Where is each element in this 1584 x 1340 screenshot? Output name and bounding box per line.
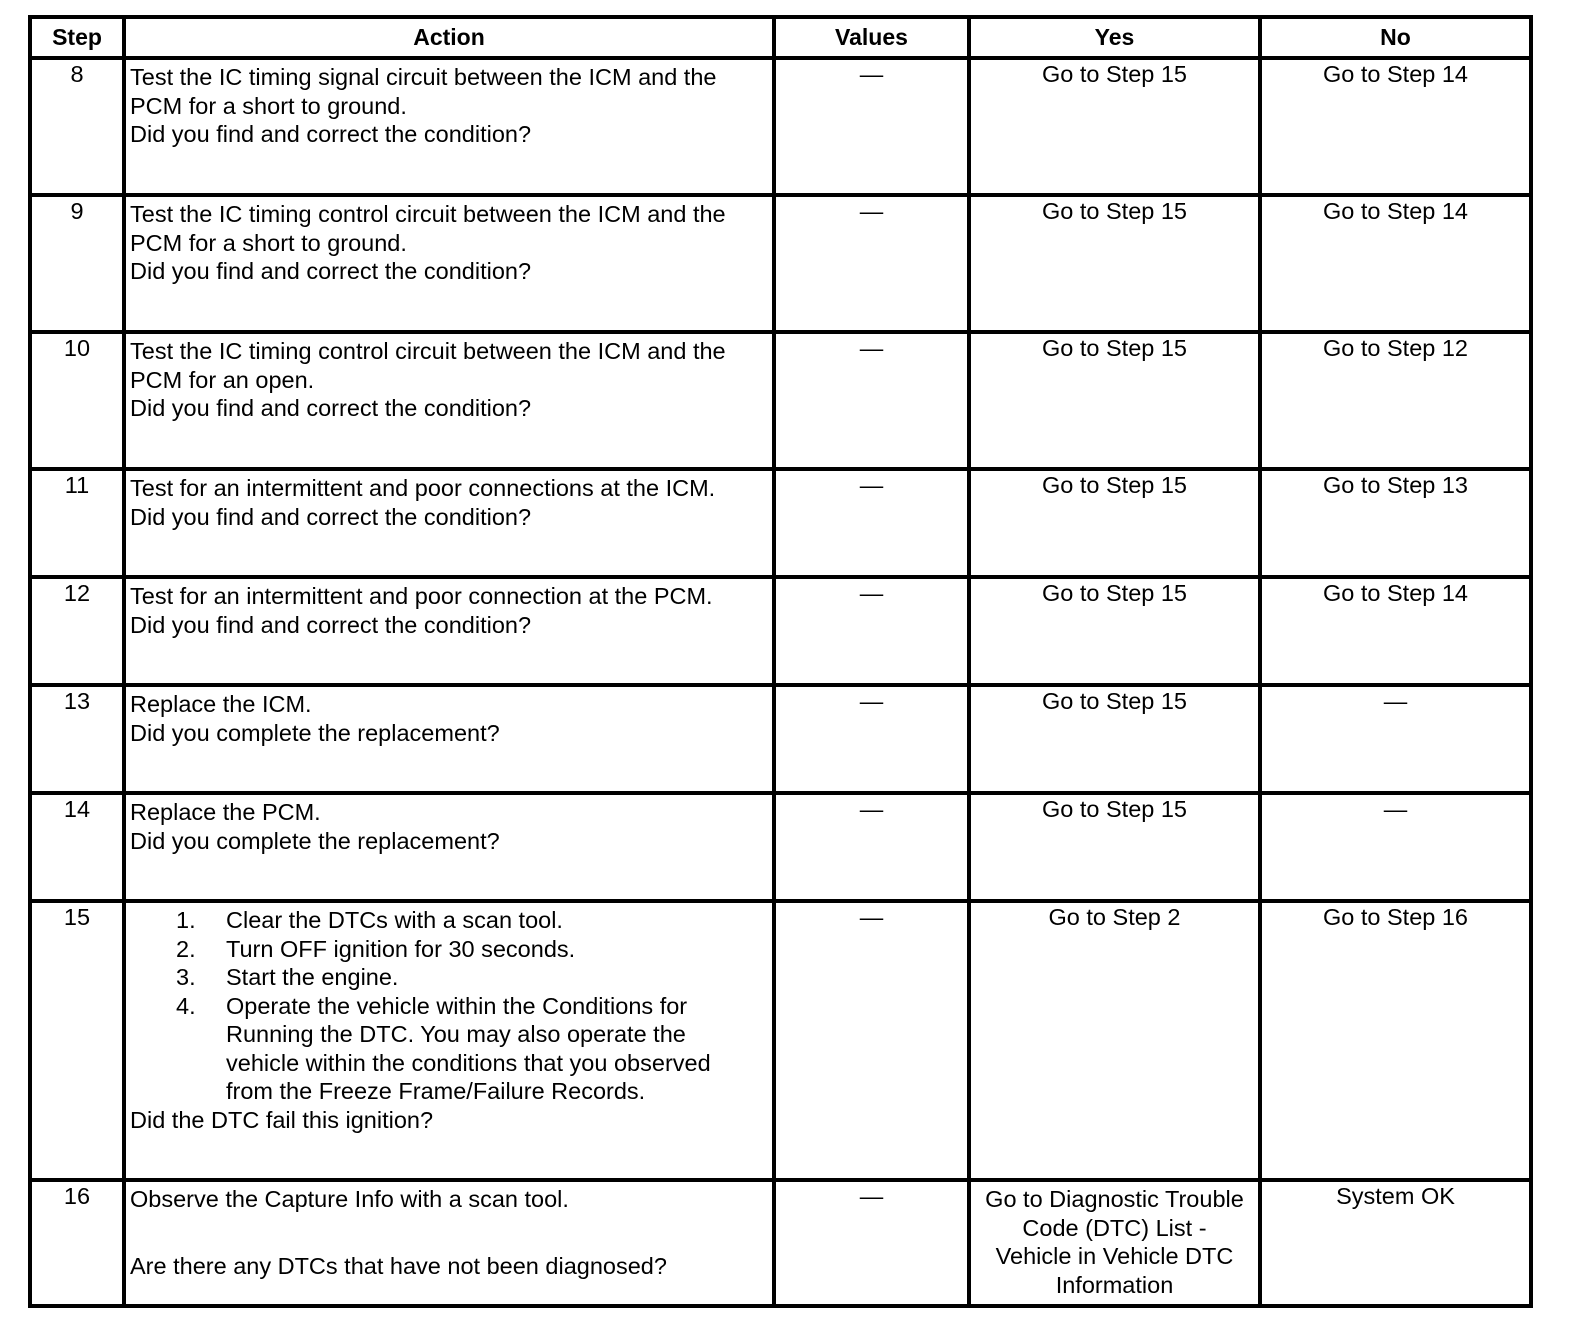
table-row — [30, 577, 1531, 685]
yes-cell — [969, 685, 1260, 793]
table-row — [30, 685, 1531, 793]
no-target: Go to Step 13 — [1322, 472, 1469, 498]
yes-target: Go to Step 15 — [1041, 472, 1188, 498]
list-item: 4. Operate the vehicle within the Conditions for Running the DTC. You may also operate the vehicle within the conditions that you observed from the Freeze Frame/Failure Records. — [176, 992, 711, 1104]
values-cell: — — [774, 685, 969, 793]
no-cell — [1260, 901, 1531, 1180]
table-row — [30, 58, 1531, 195]
action-question: Did you find and correct the condition? — [130, 121, 532, 147]
yes-target: Go to Step 15 — [1041, 61, 1188, 87]
step-number: 14 — [30, 793, 124, 901]
yes-target: Go to Step 15 — [1041, 796, 1188, 822]
action-question: Did you find and correct the condition? — [130, 611, 532, 638]
action-cell — [124, 577, 774, 685]
values-cell: — — [774, 469, 969, 577]
header-no: No — [1260, 17, 1531, 58]
values-cell: — — [774, 195, 969, 332]
no-cell — [1260, 685, 1531, 793]
action-question: Did you complete the replacement? — [130, 719, 500, 746]
no-target: Go to Step 14 — [1322, 198, 1469, 224]
action-step-list — [130, 906, 768, 1106]
action-text: Test for an intermittent and poor connection at the PCM. — [130, 583, 713, 609]
table-row — [30, 195, 1531, 332]
header-values: Values — [774, 17, 969, 58]
action-text: Test the IC timing control circuit between the ICM and the PCM for an open. — [130, 338, 726, 393]
no-target: Go to Step 12 — [1322, 335, 1469, 361]
action-cell — [124, 685, 774, 793]
header-yes: Yes — [969, 17, 1260, 58]
action-text: Replace the PCM. — [130, 799, 321, 825]
step-number: 9 — [30, 195, 124, 332]
yes-cell — [969, 58, 1260, 195]
step-number: 10 — [30, 332, 124, 469]
no-cell — [1260, 793, 1531, 901]
no-target: — — [1383, 796, 1408, 822]
action-text: Test for an intermittent and poor connections at the ICM. — [130, 475, 716, 501]
no-target: Go to Step 16 — [1322, 904, 1469, 930]
table-row — [30, 1180, 1531, 1306]
action-text: Replace the ICM. — [130, 691, 312, 717]
action-cell — [124, 195, 774, 332]
action-text: Test the IC timing signal circuit between the ICM and the PCM for a short to ground. — [130, 64, 717, 119]
no-target: Go to Step 14 — [1322, 61, 1469, 87]
yes-target: Go to Step 15 — [1041, 198, 1188, 224]
list-item: 3. Start the engine. — [176, 964, 399, 990]
values-cell: — — [774, 58, 969, 195]
yes-target: Go to Diagnostic Trouble Code (DTC) List - Vehicle in Vehicle DTC Information — [985, 1186, 1244, 1298]
action-cell — [124, 1180, 774, 1306]
no-cell — [1260, 332, 1531, 469]
action-question: Did you complete the replacement? — [130, 827, 500, 854]
yes-target: Go to Step 15 — [1041, 688, 1188, 714]
yes-cell — [969, 901, 1260, 1180]
no-cell — [1260, 58, 1531, 195]
action-cell — [124, 469, 774, 577]
step-number: 15 — [30, 901, 124, 1180]
yes-cell — [969, 469, 1260, 577]
yes-target: Go to Step 2 — [1048, 904, 1181, 930]
no-target: System OK — [1336, 1183, 1455, 1209]
action-question: Did you find and correct the condition? — [130, 395, 532, 421]
yes-cell — [969, 577, 1260, 685]
step-number: 11 — [30, 469, 124, 577]
step-number: 12 — [30, 577, 124, 685]
table-row — [30, 793, 1531, 901]
list-item: 1. Clear the DTCs with a scan tool. — [176, 907, 563, 933]
list-item: 2. Turn OFF ignition for 30 seconds. — [176, 935, 576, 962]
table-row — [30, 469, 1531, 577]
values-cell: — — [774, 901, 969, 1180]
values-cell: — — [774, 1180, 969, 1306]
values-cell: — — [774, 332, 969, 469]
no-target: — — [1383, 688, 1408, 714]
yes-cell — [969, 332, 1260, 469]
header-action: Action — [124, 17, 774, 58]
values-cell: — — [774, 577, 969, 685]
yes-cell — [969, 793, 1260, 901]
no-cell — [1260, 469, 1531, 577]
action-text: Test the IC timing control circuit between the ICM and the PCM for a short to ground. — [130, 201, 726, 256]
header-row — [30, 17, 1531, 58]
table-row — [30, 332, 1531, 469]
no-cell — [1260, 195, 1531, 332]
yes-target: Go to Step 15 — [1041, 335, 1188, 361]
yes-target: Go to Step 15 — [1041, 580, 1188, 606]
action-question: Are there any DTCs that have not been diagnosed? — [130, 1252, 667, 1279]
step-number: 8 — [30, 58, 124, 195]
action-cell — [124, 901, 774, 1180]
action-question: Did you find and correct the condition? — [130, 503, 532, 530]
no-cell — [1260, 577, 1531, 685]
yes-cell — [969, 1180, 1260, 1306]
table-row — [30, 901, 1531, 1180]
step-number: 16 — [30, 1180, 124, 1306]
action-text: Observe the Capture Info with a scan tool. — [130, 1186, 569, 1212]
yes-cell — [969, 195, 1260, 332]
diagnostic-table — [28, 15, 1533, 1308]
header-step: Step — [30, 17, 124, 58]
values-cell: — — [774, 793, 969, 901]
action-cell — [124, 58, 774, 195]
no-cell — [1260, 1180, 1531, 1306]
step-number: 13 — [30, 685, 124, 793]
no-target: Go to Step 14 — [1322, 580, 1469, 606]
action-cell — [124, 793, 774, 901]
action-question: Did you find and correct the condition? — [130, 258, 532, 284]
action-cell — [124, 332, 774, 469]
action-question: Did the DTC fail this ignition? — [130, 1106, 434, 1133]
